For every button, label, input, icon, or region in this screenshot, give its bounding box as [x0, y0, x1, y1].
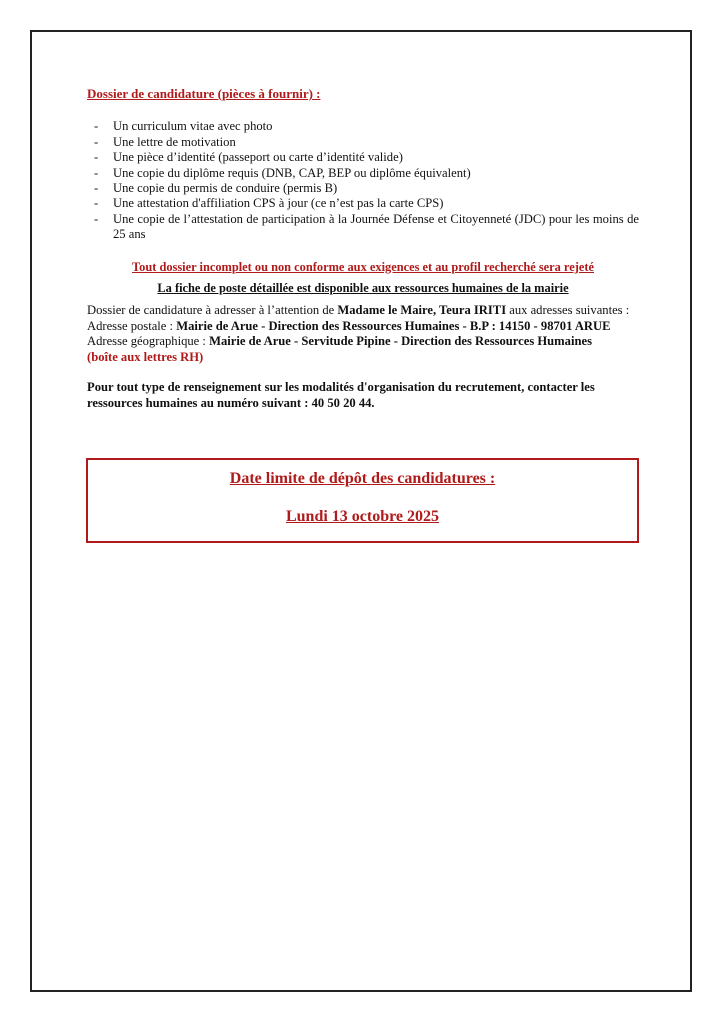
documents-list [87, 119, 639, 242]
list-item: - Une copie du permis de conduire (permis B) [94, 181, 338, 196]
postal-address: Adresse postale : Mairie de Arue - Direction des Ressources Humaines - B.P : 14150 - 98701 ARUE [87, 318, 611, 333]
deadline-title: Date limite de dépôt des candidatures : [229, 470, 496, 487]
contact-info: Pour tout type de renseignement sur les modalités d'organisation du recrutement, contacter les ressources humaines au numéro suivant : 40 50 20 44. [87, 380, 595, 410]
geo-address: Adresse géographique : Mairie de Arue - Servitude Pipine - Direction des Ressources Humaines (boîte aux lettres RH) [87, 334, 592, 364]
deadline-box [86, 458, 639, 543]
list-item: - Une copie du diplôme requis (DNB, CAP, BEP ou diplôme équivalent) [94, 165, 471, 180]
list-item: - Une copie de l’attestation de participation à la Journée Défense et Citoyenneté (JDC) pour les moins de 25 ans [94, 211, 639, 242]
list-item: - Une lettre de motivation [94, 134, 236, 149]
deadline-date: Lundi 13 octobre 2025 [285, 508, 440, 525]
bullet-dash: - [94, 119, 99, 134]
bullet-dash: - [94, 165, 99, 180]
recipient: Madame le Maire, Teura IRITI [337, 303, 507, 318]
rejection-warning: Tout dossier incomplet ou non conforme aux exigences et au profil recherché sera rejeté [132, 259, 594, 274]
section-title: Dossier de candidature (pièces à fournir) : [87, 86, 321, 101]
bullet-dash: - [94, 181, 99, 196]
list-item: - Une pièce d’identité (passeport ou carte d’identité valide) [94, 150, 403, 165]
geo-address-note: (boîte aux lettres RH) [87, 349, 204, 364]
document-body [87, 86, 639, 411]
list-item: - Une attestation d'affiliation CPS à jour (ce n’est pas la carte CPS) [94, 196, 444, 211]
bullet-dash: - [94, 196, 99, 211]
address-intro: Dossier de candidature à adresser à l’attention de Madame le Maire, Teura IRITI aux adresses suivantes : [87, 303, 630, 318]
bullet-dash: - [94, 150, 99, 165]
bullet-dash: - [94, 134, 99, 149]
job-sheet-note: La fiche de poste détaillée est disponible aux ressources humaines de la mairie [157, 281, 569, 296]
list-item: - Un curriculum vitae avec photo [94, 119, 273, 134]
bullet-dash: - [94, 211, 99, 226]
